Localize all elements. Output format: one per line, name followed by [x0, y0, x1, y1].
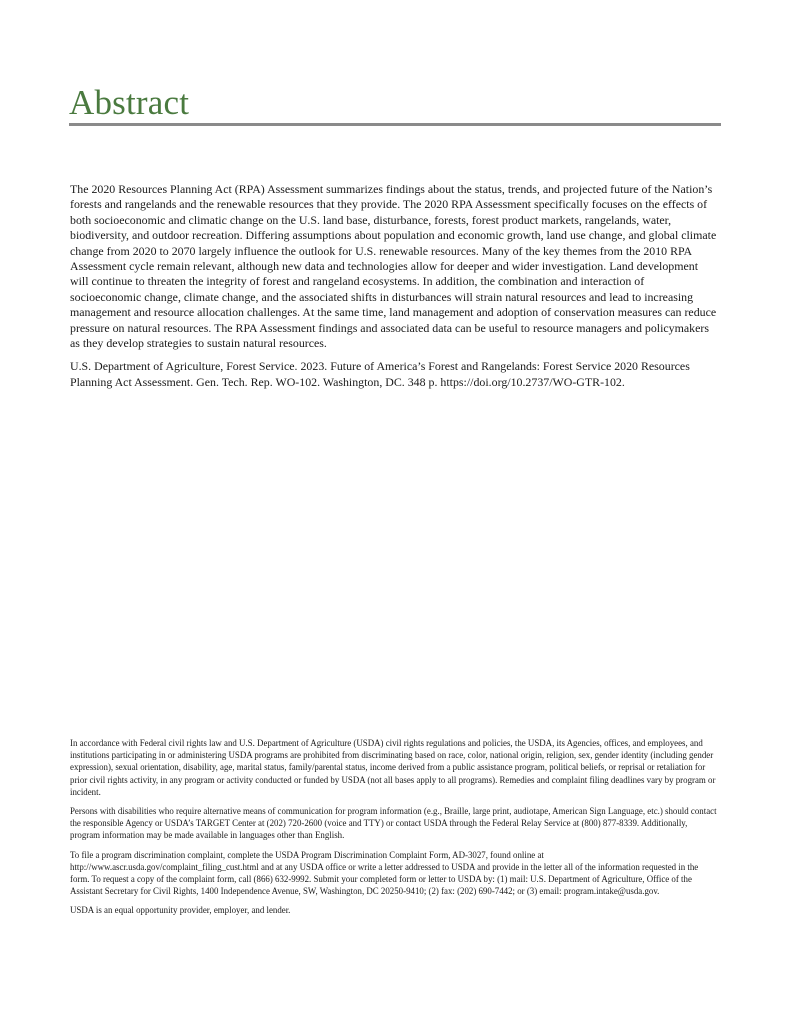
complaint-paragraph: To file a program discrimination complaint, complete the USDA Program Discrimination Complaint Form, AD-3027, found online at http://www.ascr.usda.gov/complaint_filing_cust.html and at any USDA office or write a letter addressed to USDA and provide in the letter all of the information requested in the form. To request a copy of the complaint form, call (866) 632-9992. Submit your completed form or letter to USDA by: (1) mail: U.S. Department of Agriculture, Office of the Assistant Secretary for Civil Rights, 1400 Independence Avenue, SW, Washington, DC 20250-9410; (2) fax: (202) 690-7442; or (3) email: program.intake@usda.gov. — [70, 849, 699, 897]
abstract-section — [70, 182, 718, 398]
abstract-summary: The 2020 Resources Planning Act (RPA) Assessment summarizes findings about the status, trends, and projected future of the Nation’s forests and rangelands and the renewable resources that they provide. The 2020 RPA Assessment specifically focuses on the effects of both socioeconomic and climatic change on the U.S. land base, disturbance, forests, forest product markets, rangelands, water, biodiversity, and outdoor recreation. Differing assumptions about population and economic growth, land use change, and global climate change from 2020 to 2070 largely influence the outlook for U.S. renewable resources. Many of the key themes from the 2010 RPA Assessment cycle remain relevant, although new data and technologies allow for deeper and wider investigation. Land development will continue to threaten the integrity of forest and rangeland ecosystems. In addition, the combination and interaction of socioeconomic change, climate change, and the associated shifts in disturbances will strain natural resources and lead to increasing management and resource allocation challenges. At the same time, land management and adoption of conservation measures can reduce pressure on natural resources. The RPA Assessment findings and associated data can be useful to resource managers and policymakers as they develop strategies to sustain natural resources. — [70, 182, 717, 351]
equal-opportunity-paragraph: USDA is an equal opportunity provider, employer, and lender. — [70, 905, 291, 916]
abstract-citation: U.S. Department of Agriculture, Forest Service. 2023. Future of America’s Forest and Rangelands: Forest Service 2020 Resources Planning Act Assessment. Gen. Tech. Rep. WO-102. Washington, DC. 348 p. https://doi.org/10.2737/WO-GTR-102. — [70, 359, 690, 389]
title-divider — [69, 123, 721, 126]
disabilities-paragraph: Persons with disabilities who require alternative means of communication for program information (e.g., Braille, large print, audiotape, American Sign Language, etc.) should contact the responsible Agency or USDA’s TARGET Center at (202) 720-2600 (voice and TTY) or contact USDA through the Federal Relay Service at (800) 877-8339. Additionally, program information may be made available in languages other than English. — [70, 806, 717, 841]
usda-nondiscrimination-statement — [70, 737, 718, 924]
page-title: Abstract — [69, 83, 190, 122]
civil-rights-paragraph: In accordance with Federal civil rights law and U.S. Department of Agriculture (USDA) civil rights regulations and policies, the USDA, its Agencies, offices, and employees, and institutions participating in or administering USDA programs are prohibited from discriminating based on race, color, national origin, religion, sex, gender identity (including gender expression), sexual orientation, disability, age, marital status, family/parental status, income derived from a public assistance program, political beliefs, or reprisal or retaliation for prior civil rights activity, in any program or activity conducted or funded by USDA (not all bases apply to all programs). Remedies and complaint filing deadlines vary by program or incident. — [70, 738, 716, 797]
